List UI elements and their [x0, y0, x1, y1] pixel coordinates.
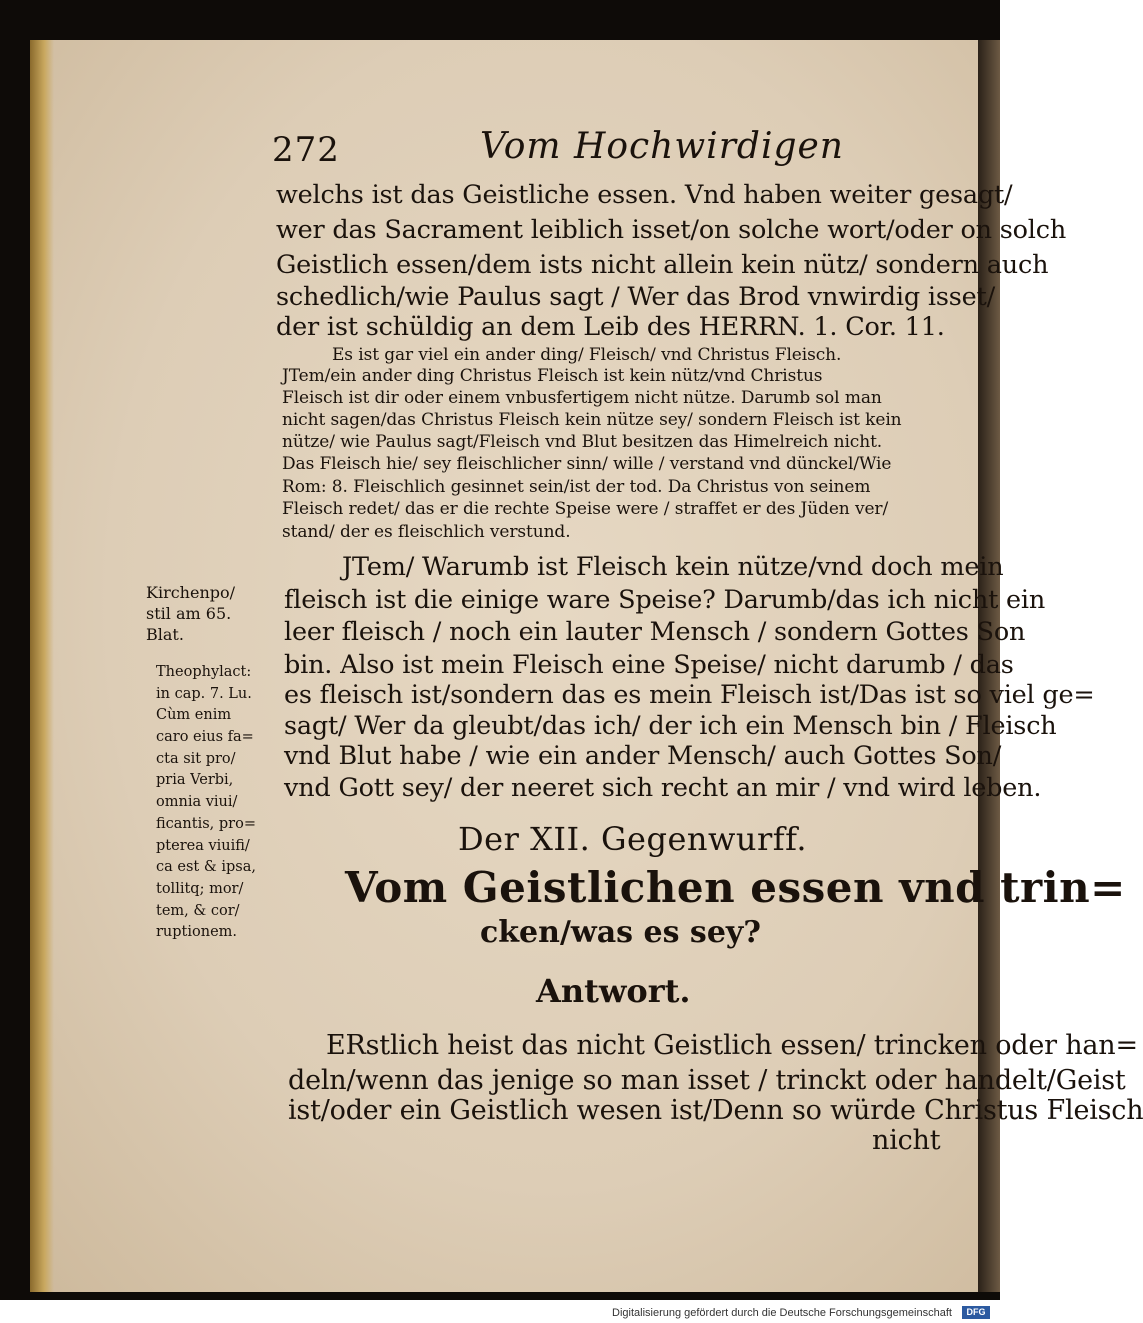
- text-line: vnd Gott sey/ der neeret sich recht an mir / vnd wird leben.: [284, 773, 1042, 803]
- small-text-line: JTem/ein ander ding Christus Fleisch ist kein nütz/vnd Christus: [282, 366, 823, 386]
- margin-note-line: ca est & ipsa,: [156, 859, 256, 875]
- section-heading-number: Der XII. Gegenwurff.: [458, 820, 808, 858]
- section-heading-title: Vom Geistlichen essen vnd trin=: [345, 863, 1126, 912]
- small-text-line: Das Fleisch hie/ sey fleischlicher sinn/ wille / verstand vnd dünckel/Wie: [282, 454, 892, 474]
- text-line: bin. Also ist mein Fleisch eine Speise/ nicht darumb / das: [284, 650, 1014, 680]
- margin-note-line: ruptionem.: [156, 924, 238, 940]
- text-line: Geistlich essen/dem ists nicht allein kein nütz/ sondern auch: [276, 250, 1049, 280]
- text-line: welchs ist das Geistliche essen. Vnd haben weiter gesagt/: [276, 180, 1013, 210]
- book-spine: [30, 40, 54, 1292]
- small-text-line: Fleisch ist dir oder einem vnbusfertigem nicht nütze. Darumb sol man: [282, 388, 882, 408]
- small-text-line: nicht sagen/das Christus Fleisch kein nütze sey/ sondern Fleisch ist kein: [282, 410, 902, 430]
- small-text-line: Fleisch redet/ das er die rechte Speise were / straffet er des Jüden ver/: [282, 499, 889, 519]
- margin-note-line: in cap. 7. Lu.: [156, 686, 252, 702]
- small-text-line: Es ist gar viel ein ander ding/ Fleisch/ vnd Christus Fleisch.: [332, 345, 842, 365]
- margin-note-line: Theophylact:: [156, 664, 252, 680]
- margin-note-line: cta sit pro/: [156, 751, 236, 767]
- margin-note-line: Kirchenpo/: [146, 583, 236, 602]
- answer-heading: Antwort.: [536, 972, 691, 1010]
- text-line: sagt/ Wer da gleubt/das ich/ der ich ein Mensch bin / Fleisch: [284, 711, 1057, 741]
- small-text-line: nütze/ wie Paulus sagt/Fleisch vnd Blut besitzen das Himelreich nicht.: [282, 432, 883, 452]
- running-head: Vom Hochwirdigen: [480, 126, 844, 167]
- text-line: JTem/ Warumb ist Fleisch kein nütze/vnd doch mein: [342, 552, 1004, 582]
- text-line: ist/oder ein Geistlich wesen ist/Denn so würde Christus Fleisch: [288, 1095, 1143, 1126]
- text-line: deln/wenn das jenige so man isset / trinckt oder handelt/Geist: [288, 1065, 1126, 1096]
- text-line: wer das Sacrament leiblich isset/on solche wort/oder on solch: [276, 215, 1067, 245]
- text-line: fleisch ist die einige ware Speise? Darumb/das ich nicht ein: [284, 585, 1046, 615]
- margin-note-line: pterea viuifi/: [156, 838, 250, 854]
- text-line: ERstlich heist das nicht Geistlich essen/ trincken oder han=: [326, 1030, 1138, 1061]
- small-text-line: stand/ der es fleischlich verstund.: [282, 522, 571, 542]
- margin-note-line: Blat.: [146, 625, 184, 644]
- text-line: es fleisch ist/sondern das es mein Fleisch ist/Das ist so viel ge=: [284, 680, 1095, 710]
- margin-note-line: stil am 65.: [146, 604, 232, 623]
- margin-note-line: tollitq; mor/: [156, 881, 244, 897]
- margin-note-line: pria Verbi,: [156, 772, 234, 788]
- margin-note-line: ficantis, pro=: [156, 816, 256, 832]
- text-line: vnd Blut habe / wie ein ander Mensch/ auch Gottes Son/: [284, 741, 1002, 771]
- text-line: schedlich/wie Paulus sagt / Wer das Brod vnwirdig isset/: [276, 282, 995, 312]
- digitization-credit: Digitalisierung gefördert durch die Deutsche Forschungsgemeinschaft: [612, 1307, 952, 1319]
- section-heading-subtitle: cken/was es sey?: [480, 915, 761, 950]
- page-number: 272: [272, 130, 340, 170]
- margin-note-line: tem, & cor/: [156, 903, 240, 919]
- text-line: der ist schüldig an dem Leib des HERRN. 1. Cor. 11.: [276, 312, 945, 342]
- margin-note-line: omnia viui/: [156, 794, 238, 810]
- catchword: nicht: [872, 1125, 941, 1156]
- margin-note-line: Cùm enim: [156, 707, 232, 723]
- small-text-line: Rom: 8. Fleischlich gesinnet sein/ist der tod. Da Christus von seinem: [282, 477, 871, 497]
- dfg-logo: DFG: [962, 1306, 990, 1319]
- text-line: leer fleisch / noch ein lauter Mensch / sondern Gottes Son: [284, 617, 1026, 647]
- margin-note-line: caro eius fa=: [156, 729, 254, 745]
